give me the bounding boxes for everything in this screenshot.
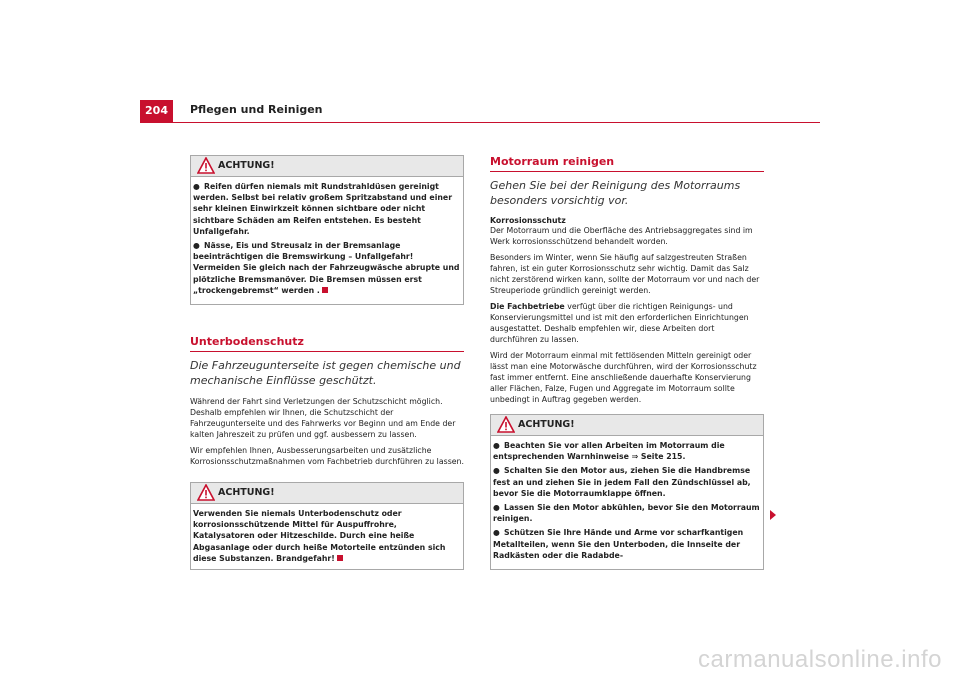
page-reference-link[interactable]: ⇒ Seite 215. (631, 452, 686, 462)
bold-lead-in: Die Fachbetriebe (490, 302, 565, 311)
warning-triangle-icon (497, 416, 515, 433)
warning-item-text: Nässe, Eis und Streusalz in der Bremsanlage beeinträchtigen die Bremswirkung – Unfallgefahr! Vermeiden Sie gleich nach der Fahrzeugwäsche abrupte und plötzliche Bremsmanöver. Die Bremsen müssen erst „trockengebremst“ werden . (193, 241, 460, 295)
section-lead: Gehen Sie bei der Reinigung des Motorraums besonders vorsichtig vor. (490, 179, 741, 207)
warning-header (191, 482, 463, 504)
paragraph-text: verfügt über die richtigen Reinigungs- und Konservierungsmittel und ist mit den erforderlichen Einrichtungen ausgestattet. Deshalb empfehlen wir, diese Arbeiten dort durchführen zu lassen. (490, 302, 749, 344)
page-number: 204 (140, 100, 173, 122)
paragraph: Wir empfehlen Ihnen, Ausbesserungsarbeiten und zusätzliche Korrosionsschutzmaßnahmen vom Fachbetrieb durchführen zu lassen. (190, 446, 464, 467)
section-heading-unterbodenschutz: Unterbodenschutz (190, 335, 464, 352)
paragraph: Während der Fahrt sind Verletzungen der Schutzschicht möglich. Deshalb empfehlen wir Ihnen, die Schutzschicht der Fahrzeugunterseite und des Fahrwerks vor Beginn und am Ende der kalten Jahreszeit zu prüfen und ggf. ausbessern zu lassen. (190, 397, 456, 440)
warning-triangle-icon (197, 484, 215, 501)
bullet-icon: ● (493, 503, 500, 513)
warning-label: ACHTUNG! (218, 487, 275, 499)
section-heading-motorraum: Motorraum reinigen (490, 155, 764, 172)
left-column (190, 155, 464, 570)
bullet-icon: ● (493, 441, 500, 450)
paragraph: Wird der Motorraum einmal mit fettlösenden Mitteln gereinigt oder lässt man eine Motorwäsche durchführen, wird der Korrosionsschutz fast immer entfernt. Eine anschließende dauerhafte Konservierung aller Flächen, Falze, Fugen und Aggregate im Motorraum sollte unbedingt in Auftrag gegeben werden. (490, 351, 757, 404)
bullet-icon: ● (493, 466, 500, 476)
watermark: carmanualsonline.info (698, 646, 942, 673)
paragraph: Besonders im Winter, wenn Sie häufig auf salzgestreuten Straßen fahren, ist ein guter Korrosionsschutz sehr wichtig. Damit das Salz nicht zerstörend wirken kann, sollte der Motorraum vor und nach der Streuperiode gründlich gereinigt werden. (490, 253, 760, 295)
warning-box-tires (190, 155, 464, 305)
subheading: Korrosionsschutz (490, 216, 566, 225)
page-title: Pflegen und Reinigen (190, 103, 323, 116)
warning-box-engine (490, 414, 764, 570)
warning-box-underbody (190, 482, 464, 570)
page-header (140, 100, 820, 123)
bullet-icon: ● (493, 528, 500, 538)
end-square-icon (322, 287, 328, 293)
warning-header (191, 155, 463, 177)
bullet-icon: ● (193, 182, 200, 191)
right-column (490, 155, 764, 570)
warning-body (491, 436, 763, 569)
warning-body (191, 177, 463, 304)
warning-item (493, 502, 761, 524)
warning-header (491, 414, 763, 436)
section-lead: Die Fahrzeugunterseite ist gegen chemische und mechanische Einflüsse geschützt. (190, 359, 461, 388)
warning-item (193, 181, 461, 237)
continue-arrow-icon[interactable] (770, 510, 776, 520)
warning-item-text: Beachten Sie vor allen Arbeiten im Motorraum die entsprechenden Warnhinweise (493, 441, 725, 462)
warning-item-text: Reifen dürfen niemals mit Rundstrahldüsen gereinigt werden. Selbst bei relativ großem Spritzabstand und einer sehr kleinen Einwirkzeit können sichtbare oder nicht sichtbare Schäden am Reifen entstehen. Es besteht Unfallgefahr. (193, 182, 453, 236)
warning-item-text: Schützen Sie Ihre Hände und Arme vor scharfkantigen Metallteilen, wenn Sie den Unterboden, die Innseite der Radkästen oder die Radabde- (493, 528, 744, 560)
warning-body (191, 504, 463, 569)
warning-label: ACHTUNG! (518, 419, 575, 430)
warning-item (493, 465, 761, 499)
paragraph: Der Motorraum und die Oberfläche des Antriebsaggregates sind im Werk korrosionsschützend behandelt worden. (490, 226, 753, 246)
warning-label: ACHTUNG! (218, 160, 275, 171)
warning-item (193, 240, 461, 296)
warning-item (493, 440, 761, 462)
warning-item-text: Schalten Sie den Motor aus, ziehen Sie die Handbremse fest an und ziehen Sie in jedem Fall den Zündschlüssel ab, bevor Sie die Motorraumklappe öffnen. (493, 466, 751, 498)
paragraph (490, 301, 764, 345)
warning-item-text: Lassen Sie den Motor abkühlen, bevor Sie den Motorraum reinigen. (493, 503, 760, 524)
end-square-icon (337, 555, 343, 561)
bullet-icon: ● (193, 241, 200, 251)
warning-triangle-icon (197, 157, 215, 174)
warning-text: Verwenden Sie niemals Unterbodenschutz oder korrosionsschützende Mittel für Auspuffrohre, Katalysatoren oder Hitzeschilde. Durch eine heiße Abgasanlage oder durch heiße Motorteile entzünden sich diese Substanzen. Brandgefahr! (193, 509, 446, 563)
warning-item (493, 527, 761, 561)
